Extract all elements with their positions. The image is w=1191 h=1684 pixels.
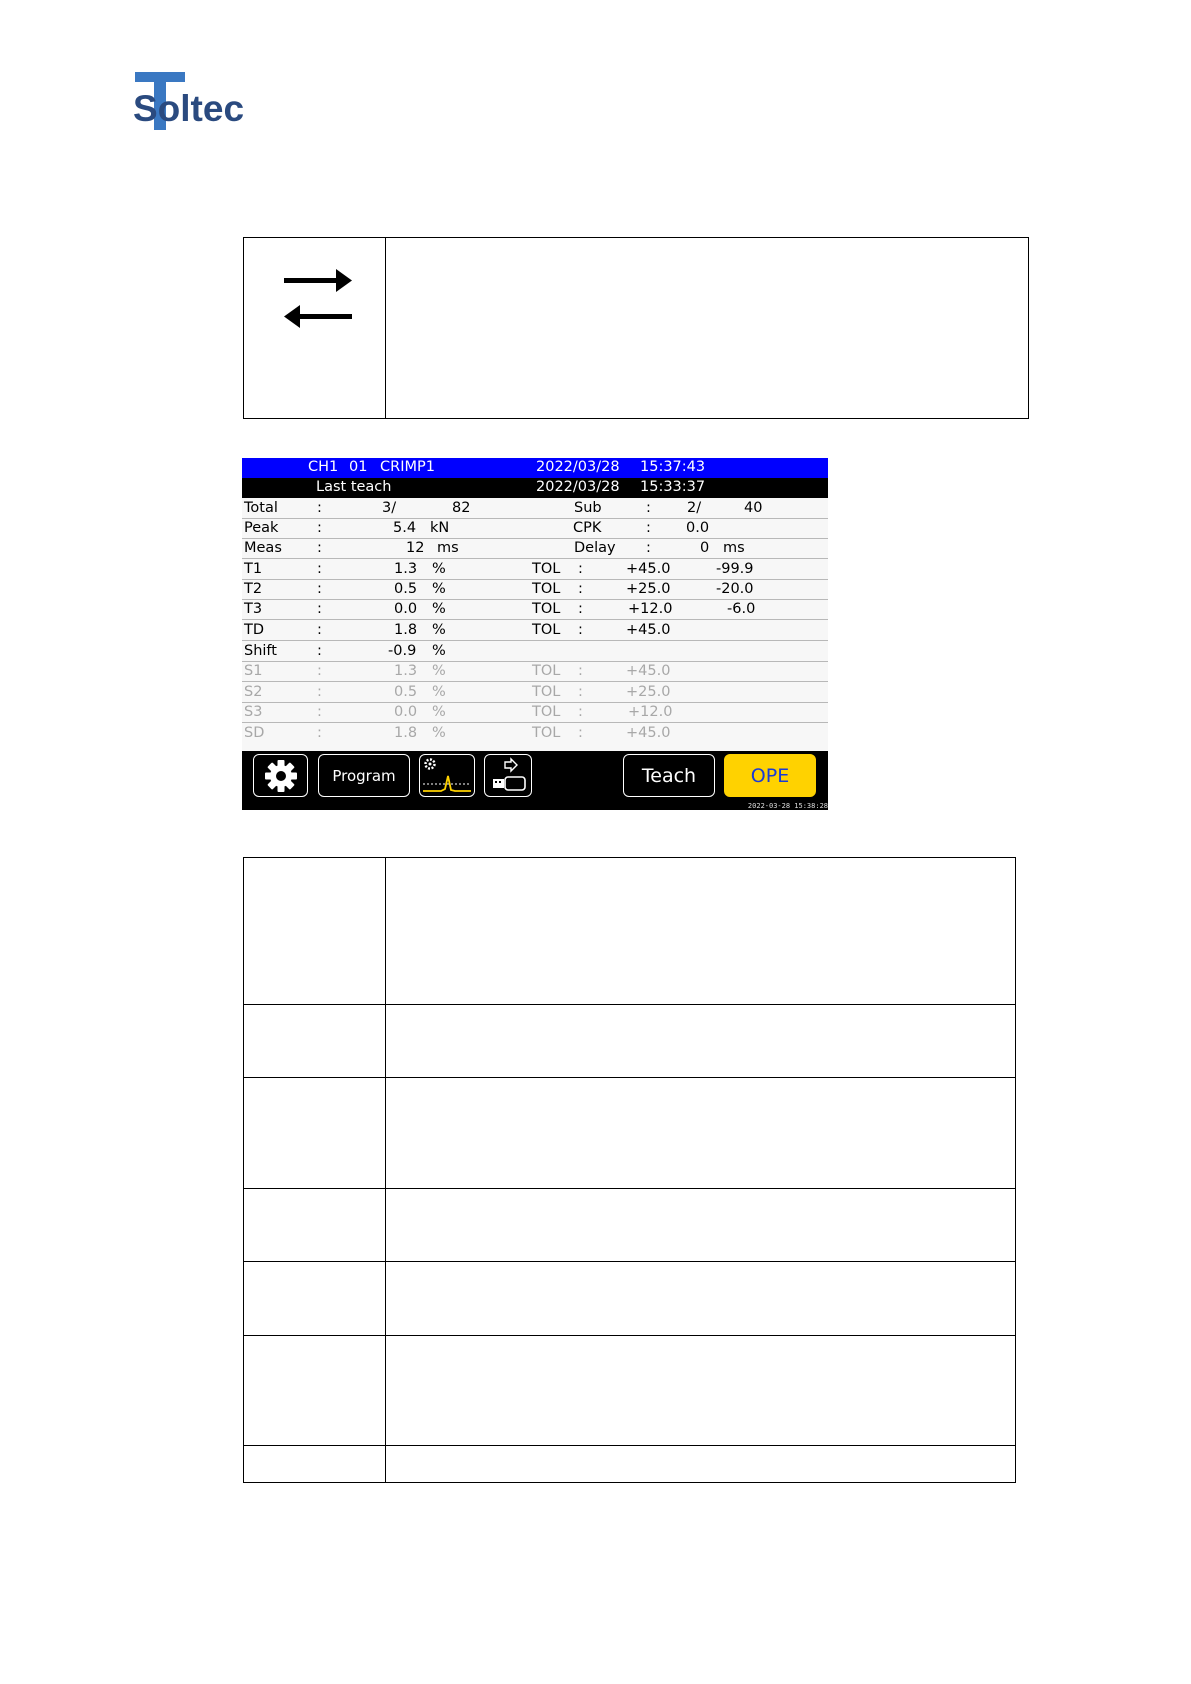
channel: CH1 bbox=[308, 459, 339, 475]
tol-plus: +12.0 bbox=[628, 704, 673, 720]
s3-value: 0.0 bbox=[394, 704, 418, 720]
colon: : bbox=[578, 581, 583, 597]
svg-text:Soltec: Soltec bbox=[133, 88, 245, 129]
row-s3 bbox=[242, 703, 828, 723]
colon: : bbox=[317, 643, 322, 659]
tol-plus: +45.0 bbox=[626, 622, 671, 638]
colon: : bbox=[317, 500, 322, 516]
row-label: T1 bbox=[244, 561, 263, 577]
teach-button[interactable]: Teach bbox=[623, 754, 715, 797]
colon: : bbox=[317, 663, 322, 679]
colon: : bbox=[317, 581, 322, 597]
colon: : bbox=[317, 704, 322, 720]
table-cell bbox=[244, 1262, 386, 1335]
usb-export-icon bbox=[487, 757, 529, 795]
s2-value: 0.5 bbox=[394, 684, 418, 700]
colon: : bbox=[317, 622, 322, 638]
colon: : bbox=[578, 561, 583, 577]
tol-plus: +45.0 bbox=[626, 561, 671, 577]
cpk-value: 0.0 bbox=[686, 520, 710, 536]
t2-value: 0.5 bbox=[394, 581, 418, 597]
tol-label: TOL bbox=[532, 725, 561, 741]
row-s1 bbox=[242, 662, 828, 682]
colon: : bbox=[578, 601, 583, 617]
row-peak bbox=[242, 519, 828, 539]
colon: : bbox=[578, 622, 583, 638]
row-label: T3 bbox=[244, 601, 263, 617]
colon: : bbox=[317, 520, 322, 536]
tol-minus: -20.0 bbox=[716, 581, 754, 597]
current-date: 2022/03/28 bbox=[536, 459, 620, 475]
program-button[interactable]: Program bbox=[318, 754, 410, 797]
colon: : bbox=[578, 684, 583, 700]
delay-unit: ms bbox=[723, 540, 745, 556]
row-label: Peak bbox=[244, 520, 279, 536]
swap-arrows-icon bbox=[282, 266, 354, 332]
table-cell bbox=[244, 1446, 386, 1482]
peak-value: 5.4 bbox=[393, 520, 417, 536]
bottom-info-table bbox=[243, 857, 1016, 1483]
tol-plus: +25.0 bbox=[626, 581, 671, 597]
tol-label: TOL bbox=[532, 704, 561, 720]
row-s2 bbox=[242, 683, 828, 703]
row-label: S1 bbox=[244, 663, 263, 679]
top-info-table bbox=[243, 237, 1029, 419]
delay-label: Delay bbox=[574, 540, 616, 556]
cpk-label: CPK bbox=[573, 520, 602, 536]
t1-value: 1.3 bbox=[394, 561, 418, 577]
table-row bbox=[244, 1262, 1015, 1336]
tol-label: TOL bbox=[532, 581, 561, 597]
colon: : bbox=[646, 540, 651, 556]
colon: : bbox=[578, 663, 583, 679]
row-label: Meas bbox=[244, 540, 282, 556]
row-total bbox=[242, 499, 828, 519]
s1-value: 1.3 bbox=[394, 663, 418, 679]
waveform-settings-icon bbox=[421, 756, 473, 796]
table-cell bbox=[244, 1078, 386, 1188]
table-row bbox=[244, 858, 1015, 1005]
row-meas bbox=[242, 539, 828, 559]
table-row bbox=[244, 1336, 1015, 1446]
row-shift bbox=[242, 642, 828, 662]
sub-label: Sub bbox=[574, 500, 602, 516]
sd-value: 1.8 bbox=[394, 725, 418, 741]
s3-unit: % bbox=[432, 704, 446, 720]
icon-cell bbox=[244, 238, 386, 418]
tol-label: TOL bbox=[532, 601, 561, 617]
s1-unit: % bbox=[432, 663, 446, 679]
settings-button[interactable] bbox=[253, 754, 308, 797]
current-time: 15:37:43 bbox=[640, 459, 706, 475]
tol-label: TOL bbox=[532, 684, 561, 700]
export-button[interactable] bbox=[484, 754, 532, 797]
gear-icon bbox=[264, 759, 298, 793]
program-name: CRIMP1 bbox=[380, 459, 435, 475]
ope-button[interactable]: OPE bbox=[724, 754, 816, 797]
button-bar bbox=[242, 751, 828, 810]
table-row bbox=[244, 1446, 1015, 1483]
t2-unit: % bbox=[432, 581, 446, 597]
row-t1 bbox=[242, 560, 828, 580]
program-number: 01 bbox=[349, 459, 368, 475]
row-label: S3 bbox=[244, 704, 263, 720]
table-cell bbox=[244, 1189, 386, 1261]
shift-unit: % bbox=[432, 643, 446, 659]
colon: : bbox=[578, 704, 583, 720]
table-row bbox=[244, 1005, 1015, 1078]
tol-plus: +25.0 bbox=[626, 684, 671, 700]
description-cell bbox=[386, 238, 1028, 418]
colon: : bbox=[317, 601, 322, 617]
soltec-logo bbox=[133, 72, 263, 132]
row-t3 bbox=[242, 600, 828, 620]
screen-timestamp: 2022-03-28 15:38:28 bbox=[747, 802, 828, 810]
colon: : bbox=[317, 684, 322, 700]
sub-count-2: 40 bbox=[744, 500, 763, 516]
table-row bbox=[244, 1189, 1015, 1262]
colon: : bbox=[317, 725, 322, 741]
tol-label: TOL bbox=[532, 663, 561, 679]
table-cell bbox=[244, 1005, 386, 1077]
table-cell bbox=[386, 1078, 1015, 1188]
td-value: 1.8 bbox=[394, 622, 418, 638]
colon: : bbox=[317, 540, 322, 556]
shift-value: -0.9 bbox=[388, 643, 417, 659]
row-label: TD bbox=[244, 622, 265, 638]
peak-unit: kN bbox=[430, 520, 450, 536]
tol-plus: +12.0 bbox=[628, 601, 673, 617]
row-t2 bbox=[242, 580, 828, 600]
tol-minus: -99.9 bbox=[716, 561, 754, 577]
table-cell bbox=[386, 1189, 1015, 1261]
colon: : bbox=[578, 725, 583, 741]
tol-plus: +45.0 bbox=[626, 725, 671, 741]
colon: : bbox=[646, 520, 651, 536]
header-bar bbox=[242, 458, 828, 478]
table-cell bbox=[386, 858, 1015, 1004]
s2-unit: % bbox=[432, 684, 446, 700]
meas-value: 12 bbox=[406, 540, 425, 556]
tol-label: TOL bbox=[532, 561, 561, 577]
delay-value: 0 bbox=[700, 540, 710, 556]
t1-unit: % bbox=[432, 561, 446, 577]
t3-value: 0.0 bbox=[394, 601, 418, 617]
device-screen bbox=[242, 458, 828, 810]
table-row bbox=[244, 1078, 1015, 1189]
row-label: S2 bbox=[244, 684, 263, 700]
tol-plus: +45.0 bbox=[626, 663, 671, 679]
meas-unit: ms bbox=[437, 540, 459, 556]
last-teach-time: 15:33:37 bbox=[640, 479, 706, 495]
t3-unit: % bbox=[432, 601, 446, 617]
sub-count: 2/ bbox=[687, 500, 702, 516]
sd-unit: % bbox=[432, 725, 446, 741]
last-teach-label: Last teach bbox=[316, 479, 392, 495]
row-label: SD bbox=[244, 725, 265, 741]
row-label: T2 bbox=[244, 581, 263, 597]
row-td bbox=[242, 621, 828, 641]
tol-minus: -6.0 bbox=[727, 601, 756, 617]
table-cell bbox=[386, 1336, 1015, 1445]
td-unit: % bbox=[432, 622, 446, 638]
waveform-settings-button[interactable] bbox=[419, 754, 475, 797]
row-label: Shift bbox=[244, 643, 277, 659]
table-cell bbox=[386, 1262, 1015, 1335]
row-sd bbox=[242, 724, 828, 744]
table-cell bbox=[244, 858, 386, 1004]
table-cell bbox=[386, 1005, 1015, 1077]
total-count: 3/ bbox=[382, 500, 397, 516]
colon: : bbox=[317, 561, 322, 577]
last-teach-date: 2022/03/28 bbox=[536, 479, 620, 495]
table-cell bbox=[244, 1336, 386, 1445]
row-label: Total bbox=[244, 500, 278, 516]
table-cell bbox=[386, 1446, 1015, 1482]
last-teach-bar bbox=[242, 478, 828, 498]
tol-label: TOL bbox=[532, 622, 561, 638]
total-count-2: 82 bbox=[452, 500, 471, 516]
colon: : bbox=[646, 500, 651, 516]
